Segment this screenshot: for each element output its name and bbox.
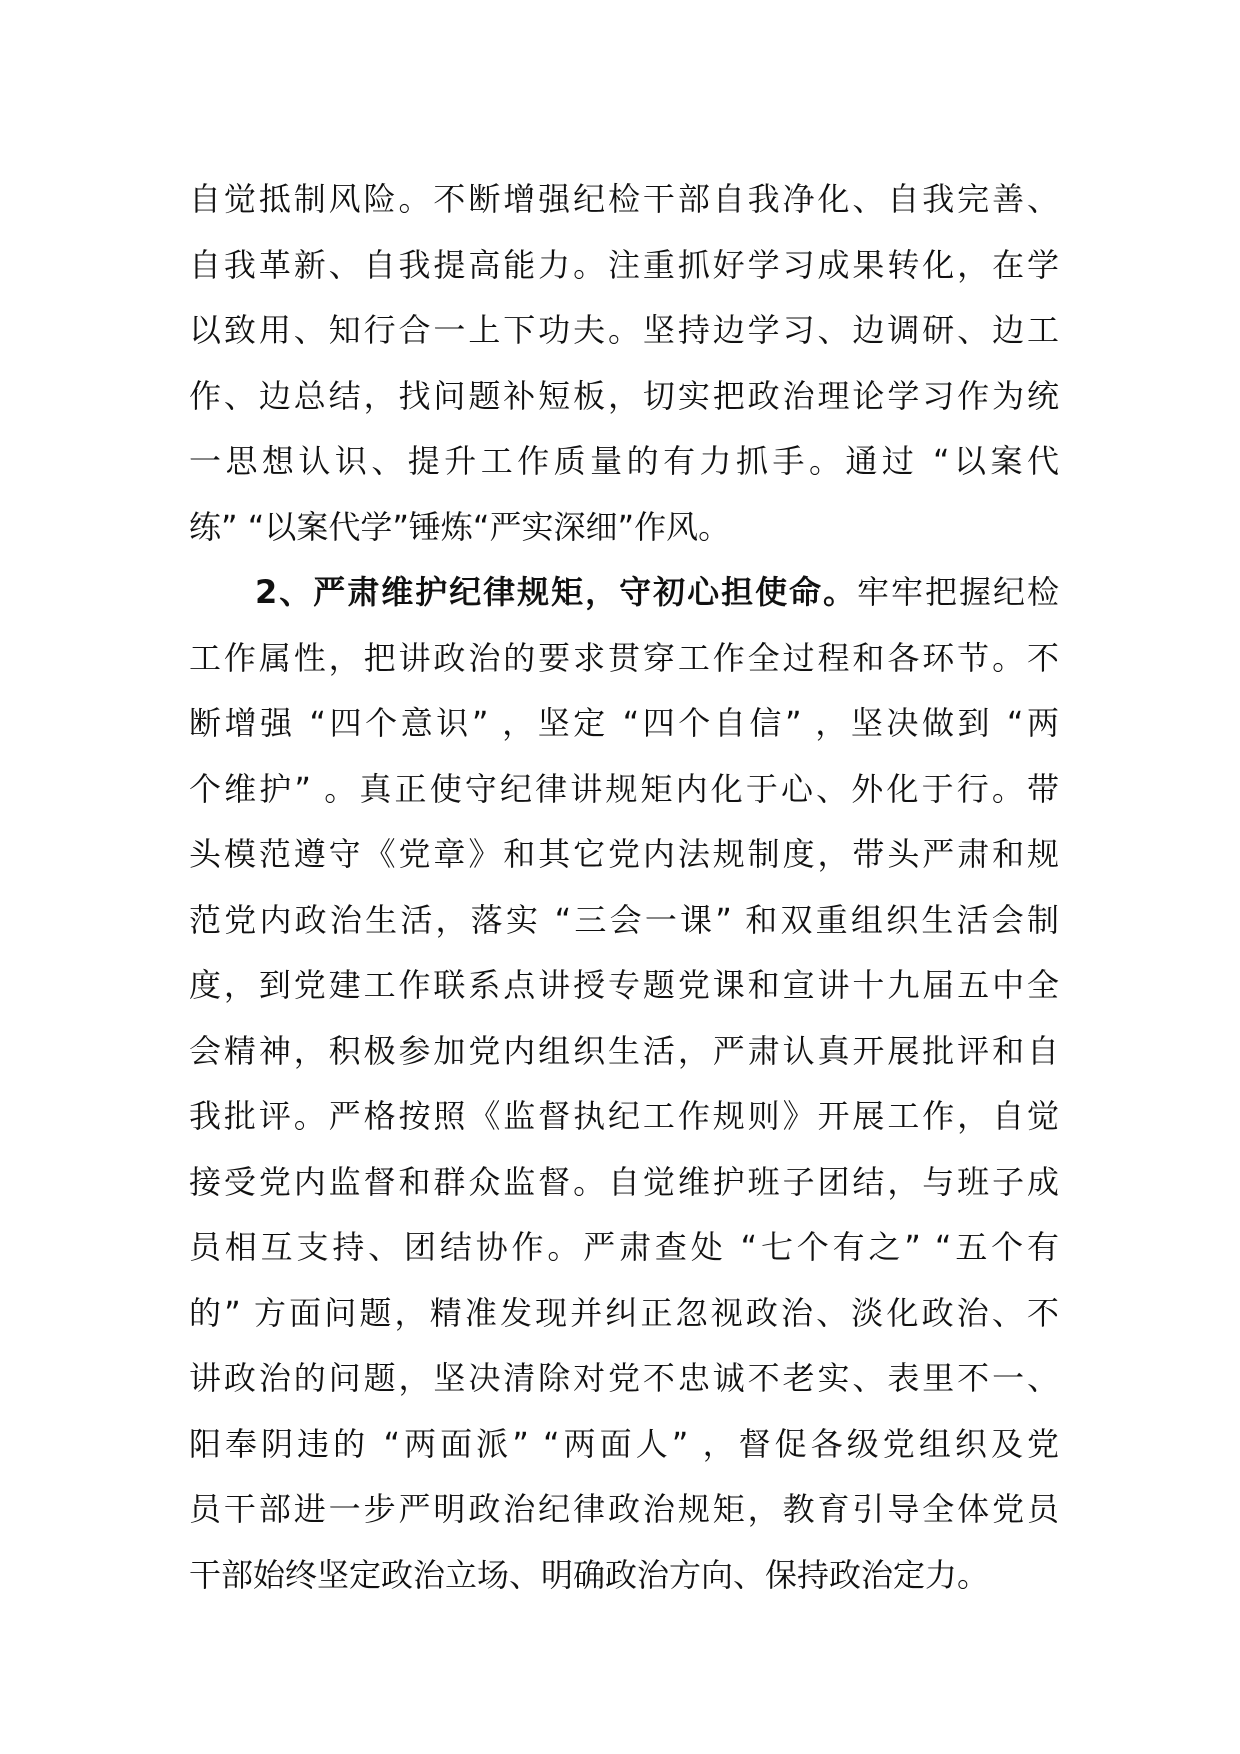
heading-line bbox=[189, 560, 1059, 626]
text-line: 度，到党建工作联系点讲授专题党课和宣讲十九届五中全 bbox=[189, 966, 1059, 1004]
text-line: 员干部进一步严明政治纪律政治规矩，教育引导全体党员 bbox=[189, 1490, 1059, 1528]
text-line: 工作属性，把讲政治的要求贯穿工作全过程和各环节。不 bbox=[189, 638, 1059, 677]
paragraph-1 bbox=[189, 167, 1059, 560]
text-line: 范党内政治生活，落实 “三会一课” 和双重组织生活会制 bbox=[189, 900, 1059, 939]
text-line: 干部始终坚定政治立场、明确政治方向、保持政治定力。 bbox=[189, 1555, 990, 1594]
text-line: 自我革新、自我提高能力。注重抓好学习成果转化，在学 bbox=[189, 245, 1059, 284]
text-line: 一思想认识、提升工作质量的有力抓手。通过 “以案代 bbox=[189, 442, 1059, 480]
text-line: 断增强 “四个意识” ，坚定 “四个自信” ，坚决做到 “两 bbox=[189, 704, 1059, 742]
text-line: 会精神，积极参加党内组织生活，严肃认真开展批评和自 bbox=[189, 1031, 1059, 1070]
heading-line-rest: 牢牢把握纪检 bbox=[857, 573, 1059, 611]
text-line: 阳奉阴违的 “两面派” “两面人” ，督促各级党组织及党 bbox=[189, 1424, 1059, 1463]
text-line: 作、边总结，找问题补短板，切实把政治理论学习作为统 bbox=[189, 376, 1059, 415]
text-line: 以致用、知行合一上下功夫。坚持边学习、边调研、边工 bbox=[189, 311, 1059, 349]
text-line: 自觉抵制风险。不断增强纪检干部自我净化、自我完善、 bbox=[189, 180, 1059, 218]
text-line: 讲政治的问题，坚决清除对党不忠诚不老实、表里不一、 bbox=[189, 1359, 1059, 1397]
text-line: 练” “以案代学”锤炼“严实深细”作风。 bbox=[189, 507, 731, 546]
text-line: 接受党内监督和群众监督。自觉维护班子团结，与班子成 bbox=[189, 1162, 1059, 1201]
paragraph-2 bbox=[189, 560, 1059, 1608]
text-line: 头模范遵守《党章》和其它党内法规制度，带头严肃和规 bbox=[189, 835, 1059, 873]
text-line: 的” 方面问题，精准发现并纠正忽视政治、淡化政治、不 bbox=[189, 1293, 1059, 1332]
document-body bbox=[189, 167, 1059, 1608]
text-line: 我批评。严格按照《监督执纪工作规则》开展工作，自觉 bbox=[189, 1097, 1059, 1135]
text-line: 员相互支持、团结协作。严肃查处 “七个有之” “五个有 bbox=[189, 1228, 1059, 1266]
section-heading: 2、严肃维护纪律规矩，守初心担使命。 bbox=[255, 573, 858, 611]
text-line: 个维护” 。真正使守纪律讲规矩内化于心、外化于行。带 bbox=[189, 769, 1059, 808]
